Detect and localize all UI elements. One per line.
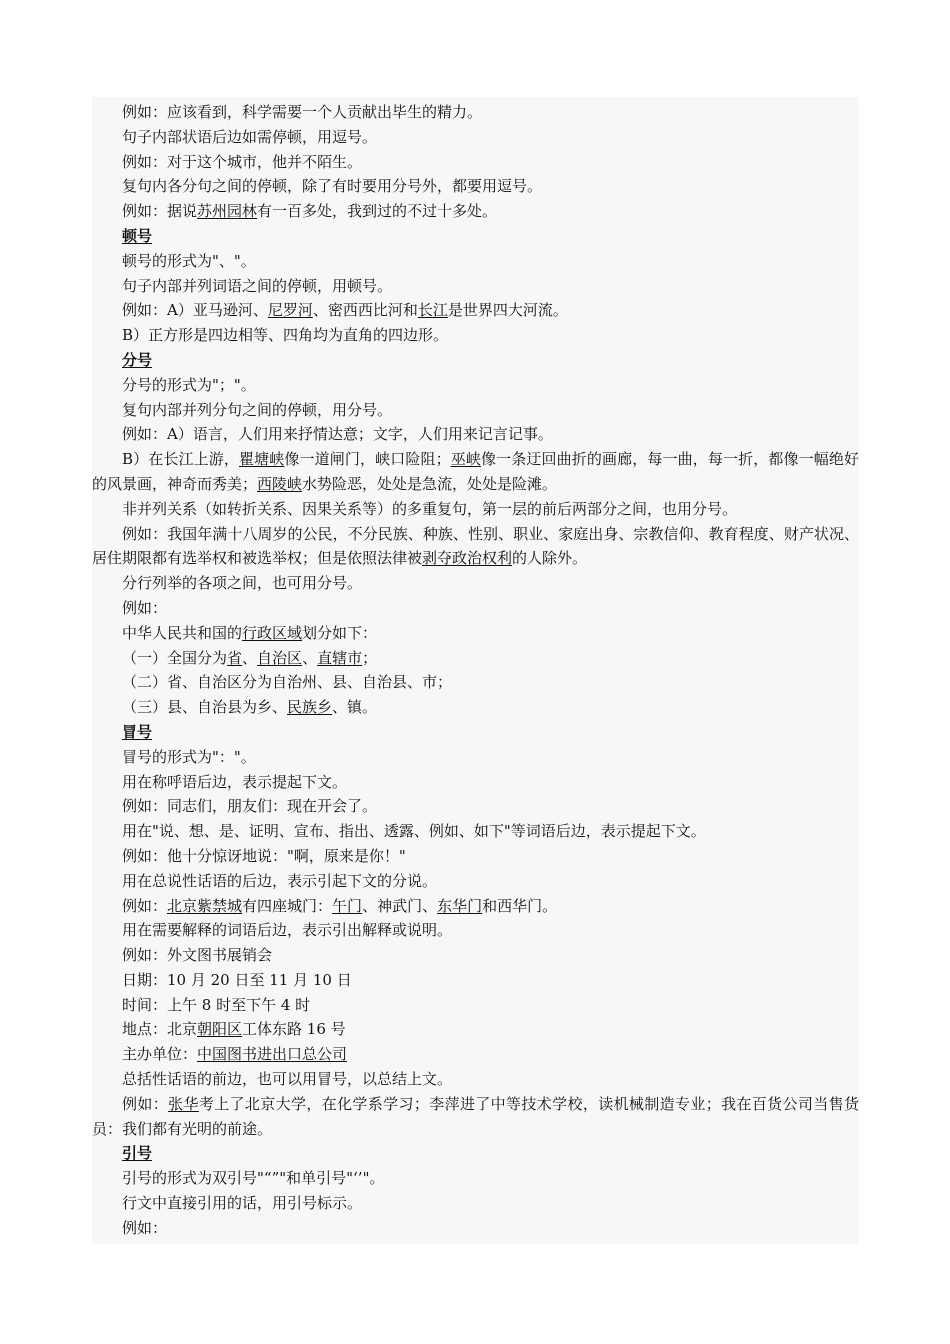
paragraph-line (92, 150, 859, 175)
paragraph-line (92, 993, 859, 1018)
text-run: 时间：上午 8 时至下午 4 时 (122, 995, 311, 1014)
text-run: （二）省、自治区分为自治州、县、自治县、市； (122, 673, 453, 692)
section-heading (92, 224, 859, 249)
text-run: B）正方形是四边相等、四角均为直角的四边形。 (122, 326, 449, 345)
text-run: 例如：A）亚马逊河、 (122, 301, 268, 320)
text-run: 有一百多处，我到过的不过十多处。 (257, 202, 498, 221)
paragraph-line (92, 745, 859, 770)
paragraph-line (92, 1092, 859, 1142)
hyperlink-term[interactable]: 东华门 (437, 896, 483, 915)
document-body (92, 97, 859, 1241)
text-run: 例如：据说 (122, 202, 198, 221)
text-run: 用在需要解释的词语后边，表示引出解释或说明。 (122, 921, 453, 940)
text-run: 、镇。 (332, 698, 378, 717)
text-run: 地点：北京 (122, 1020, 198, 1039)
text-run: 主办单位： (122, 1045, 198, 1064)
hyperlink-term[interactable]: 巫峡 (450, 450, 481, 469)
paragraph-line (92, 497, 859, 522)
paragraph-line (92, 298, 859, 323)
text-run: 总括性话语的前边，也可以用冒号，以总结上文。 (122, 1070, 453, 1089)
paragraph-line (92, 1067, 859, 1092)
paragraph-line (92, 1042, 859, 1067)
text-run: 句子内部并列词语之间的停顿，用顿号。 (122, 276, 393, 295)
text-run: 用在"说、想、是、证明、宣布、指出、透露、例如、如下"等词语后边，表示提起下文。 (122, 822, 706, 841)
section-heading-text: 分号 (122, 350, 153, 369)
text-run: 、 (302, 648, 318, 667)
text-run: ； (362, 648, 378, 667)
hyperlink-term[interactable]: 张华 (168, 1094, 199, 1113)
paragraph-line (92, 819, 859, 844)
text-run: 、密西西比河和 (312, 301, 418, 320)
text-run: 非并列关系（如转折关系、因果关系等）的多重复句，第一层的前后两部分之间，也用分号。 (122, 499, 738, 518)
paragraph-line (92, 1017, 859, 1042)
paragraph-line (92, 943, 859, 968)
text-run: 分行列举的各项之间，也可用分号。 (122, 574, 363, 593)
hyperlink-term[interactable]: 苏州园林 (197, 202, 258, 221)
hyperlink-term[interactable]: 民族乡 (287, 698, 333, 717)
paragraph-line (92, 274, 859, 299)
text-run: 例如：同志们，朋友们：现在开会了。 (122, 797, 378, 816)
text-run: 例如： (122, 896, 168, 915)
text-run: 像一条迂回曲折的画廊，每一曲，每一折，都像一幅绝好的风景画，神奇而秀美； (92, 450, 859, 493)
paragraph-line (92, 174, 859, 199)
text-run: 复句内部并列分句之间的停顿，用分号。 (122, 400, 393, 419)
hyperlink-term[interactable]: 行政区域 (242, 623, 303, 642)
text-run: 例如：我国年满十八周岁的公民，不分民族、种族、性别、职业、家庭出身、宗教信仰、教育程度、财产状况、居住期限都有选举权和被选举权；但是依照法律被 (92, 524, 859, 568)
paragraph-line (92, 422, 859, 447)
text-run: 句子内部状语后边如需停顿，用逗号。 (122, 127, 378, 146)
text-run: （一）全国分为 (122, 648, 228, 667)
text-run: 和西华门。 (482, 896, 558, 915)
paragraph-line (92, 1191, 859, 1216)
hyperlink-term[interactable]: 剥夺政治权利 (422, 549, 513, 568)
text-run: 中华人民共和国的 (122, 623, 243, 642)
hyperlink-term[interactable]: 西陵峡 (257, 474, 303, 493)
paragraph-line (92, 323, 859, 348)
paragraph-line (92, 249, 859, 274)
text-run: 用在总说性话语的后边，表示引起下文的分说。 (122, 871, 438, 890)
hyperlink-term[interactable]: 自治区 (257, 648, 303, 667)
document-page (92, 97, 859, 1244)
text-run: 行文中直接引用的话，用引号标示。 (122, 1194, 363, 1213)
text-run: 的人除外。 (512, 549, 588, 568)
paragraph-line (92, 869, 859, 894)
paragraph-line (92, 373, 859, 398)
text-run: （三）县、自治县为乡、 (122, 698, 288, 717)
section-heading (92, 1141, 859, 1166)
text-run: 例如：应该看到，科学需要一个人贡献出毕生的精力。 (122, 103, 483, 121)
paragraph-line (92, 968, 859, 993)
paragraph-line (92, 695, 859, 720)
paragraph-line (92, 844, 859, 869)
text-run: 例如： (122, 1218, 168, 1237)
text-run: 复句内各分句之间的停顿，除了有时要用分号外，都要用逗号。 (122, 177, 543, 196)
text-run: 有四座城门： (242, 896, 333, 915)
text-run: 例如： (122, 1094, 169, 1113)
section-heading (92, 348, 859, 373)
text-run: 用在称呼语后边，表示提起下文。 (122, 772, 348, 791)
text-run: 例如：他十分惊讶地说："啊，原来是你！" (122, 846, 406, 865)
text-run: 顿号的形式为"、"。 (122, 251, 256, 270)
hyperlink-term[interactable]: 瞿塘峡 (239, 450, 285, 469)
text-run: B）在长江上游， (122, 450, 240, 469)
text-run: 日期：10 月 20 日至 11 月 10 日 (122, 970, 352, 989)
paragraph-line (92, 1216, 859, 1241)
text-run: 例如： (122, 598, 168, 617)
text-run: 分号的形式为"；"。 (122, 375, 256, 394)
text-run: 像一道闸门，峡口险阻； (284, 450, 451, 469)
hyperlink-term[interactable]: 尼罗河 (267, 301, 313, 320)
paragraph-line (92, 770, 859, 795)
hyperlink-term[interactable]: 直辖市 (317, 648, 363, 667)
text-run: 引号的形式为双引号"“”"和单引号"‘’"。 (122, 1169, 385, 1188)
paragraph-line (92, 447, 859, 497)
paragraph-line (92, 794, 859, 819)
paragraph-line (92, 1166, 859, 1191)
section-heading-text: 引号 (122, 1144, 153, 1163)
text-run: 例如：外文图书展销会 (122, 946, 273, 965)
text-run: 冒号的形式为"："。 (122, 747, 256, 766)
paragraph-line (92, 522, 859, 572)
hyperlink-term[interactable]: 午门 (332, 896, 363, 915)
text-run: 考上了北京大学，在化学系学习；李萍进了中等技术学校，读机械制造专业；我在百货公司当售货员：我们都有光明的前途。 (92, 1094, 859, 1138)
text-run: 、 (242, 648, 258, 667)
paragraph-line (92, 894, 859, 919)
hyperlink-term[interactable]: 长江 (417, 301, 448, 320)
paragraph-line (92, 100, 859, 125)
paragraph-line (92, 918, 859, 943)
paragraph-line (92, 670, 859, 695)
hyperlink-term[interactable]: 朝阳区 (197, 1020, 243, 1039)
paragraph-line (92, 646, 859, 671)
text-run: 、神武门、 (362, 896, 438, 915)
text-run: 例如：A）语言，人们用来抒情达意；文字，人们用来记言记事。 (122, 425, 553, 444)
text-run: 工体东路 16 号 (242, 1020, 346, 1039)
section-heading-text: 顿号 (122, 226, 153, 245)
hyperlink-term[interactable]: 中国图书进出口总公司 (197, 1045, 348, 1064)
paragraph-line (92, 199, 859, 224)
paragraph-line (92, 596, 859, 621)
text-run: 例如：对于这个城市，他并不陌生。 (122, 152, 363, 171)
section-heading-text: 冒号 (122, 722, 153, 741)
paragraph-line (92, 621, 859, 646)
text-run: 水势险恶，处处是急流，处处是险滩。 (302, 474, 558, 493)
hyperlink-term[interactable]: 省 (227, 648, 243, 667)
text-run: 划分如下： (302, 623, 378, 642)
hyperlink-term[interactable]: 北京紫禁城 (167, 896, 243, 915)
paragraph-line (92, 125, 859, 150)
paragraph-line (92, 398, 859, 423)
paragraph-line (92, 571, 859, 596)
section-heading (92, 720, 859, 745)
text-run: 是世界四大河流。 (447, 301, 568, 320)
